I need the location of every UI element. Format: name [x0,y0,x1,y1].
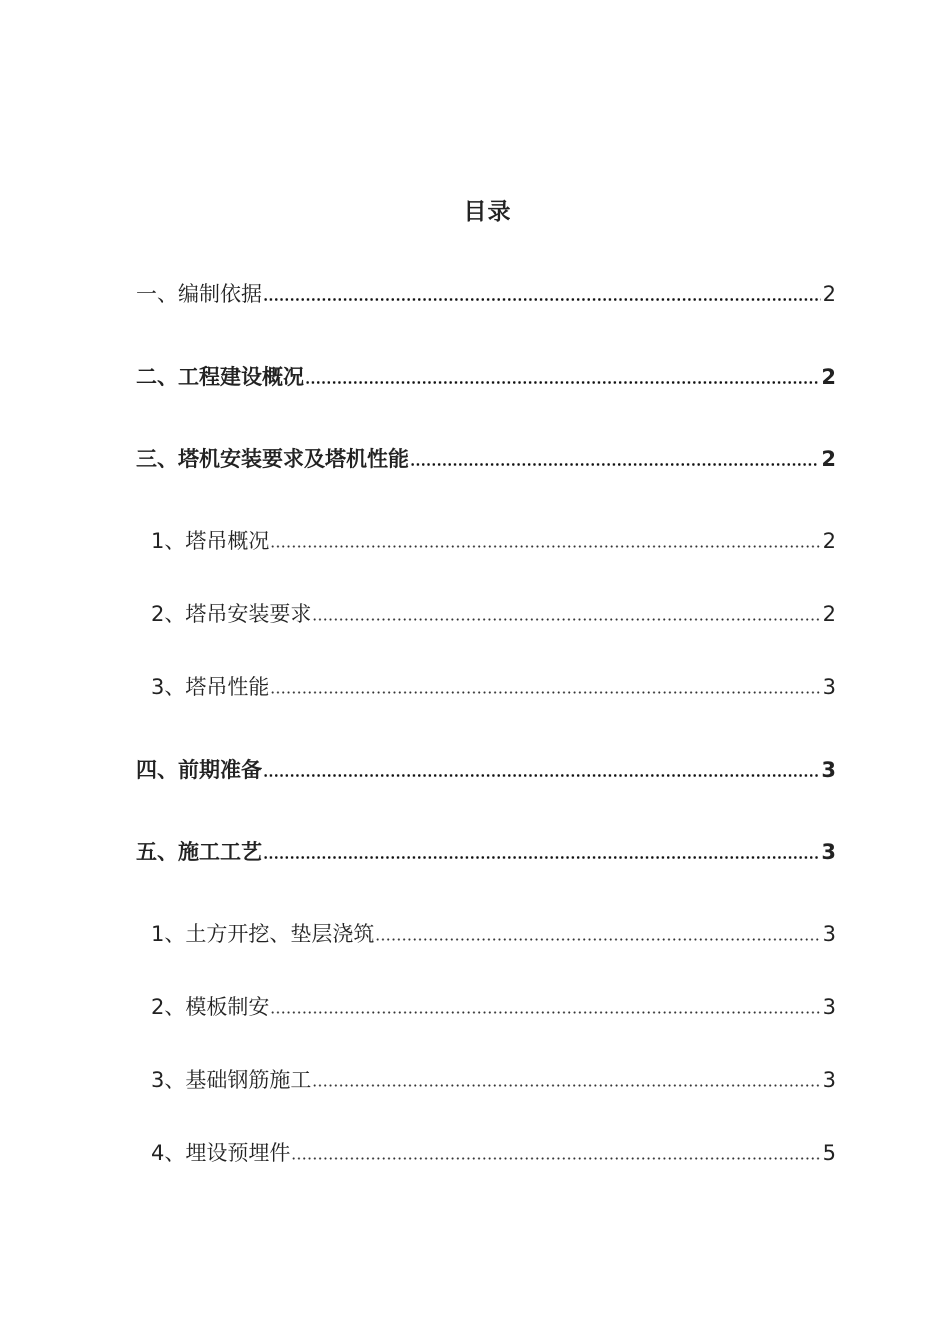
dot-leader [270,691,820,694]
toc-entry-label: 四、前期准备 [136,758,262,782]
toc-entry-label: 3、基础钢筋施工 [151,1068,312,1092]
toc-entry-construction-process[interactable] [136,836,836,868]
toc-entry-label: 3、塔吊性能 [151,675,270,699]
toc-entry-label: 三、塔机安装要求及塔机性能 [136,447,409,471]
toc-entry-label: 1、塔吊概况 [151,529,270,553]
toc-entry-label: 五、施工工艺 [136,840,262,864]
toc-entry-page: 3 [822,675,836,699]
toc-entry-label: 一、编制依据 [136,282,262,306]
toc-entry-excavation[interactable] [151,918,836,950]
dot-leader [312,1084,820,1087]
dot-leader [375,938,820,941]
toc-entry-crane-performance[interactable] [151,671,836,703]
toc-entry-page: 2 [822,529,836,553]
toc-entry-crane-overview[interactable] [151,525,836,557]
toc-entry-page: 3 [821,758,836,782]
toc-entry-label: 1、土方开挖、垫层浇筑 [151,922,375,946]
toc-entry-page: 5 [822,1141,836,1165]
toc-title: 目录 [463,199,512,225]
toc-entry-page: 3 [822,922,836,946]
dot-leader [263,856,819,859]
toc-entry-label: 二、工程建设概况 [136,365,304,389]
toc-entry-preparation[interactable] [136,754,836,786]
toc-entry-page: 2 [821,365,836,389]
dot-leader [270,1011,820,1014]
toc-entry-page: 2 [822,602,836,626]
toc-entry-formwork[interactable] [151,991,836,1023]
toc-entry-embedded-parts[interactable] [151,1137,836,1169]
toc-entry-project-overview[interactable] [136,361,836,393]
toc-entry-crane-requirements[interactable] [136,443,836,475]
dot-leader [263,774,819,777]
toc-entry-page: 2 [821,447,836,471]
dot-leader [270,545,820,548]
toc-entry-page: 2 [822,282,836,306]
dot-leader [410,463,819,466]
toc-entry-rebar[interactable] [151,1064,836,1096]
dot-leader [263,298,821,301]
toc-entry-page: 3 [822,995,836,1019]
toc-entry-label: 2、模板制安 [151,995,270,1019]
toc-entry-page: 3 [821,840,836,864]
toc-entry-label: 4、埋设预埋件 [151,1141,291,1165]
toc-entry-basis[interactable] [136,278,836,310]
dot-leader [305,381,819,384]
toc-entry-label: 2、塔吊安装要求 [151,602,312,626]
dot-leader [312,618,820,621]
toc-entry-crane-install-requirements[interactable] [151,598,836,630]
toc-entry-page: 3 [822,1068,836,1092]
dot-leader [291,1157,820,1160]
